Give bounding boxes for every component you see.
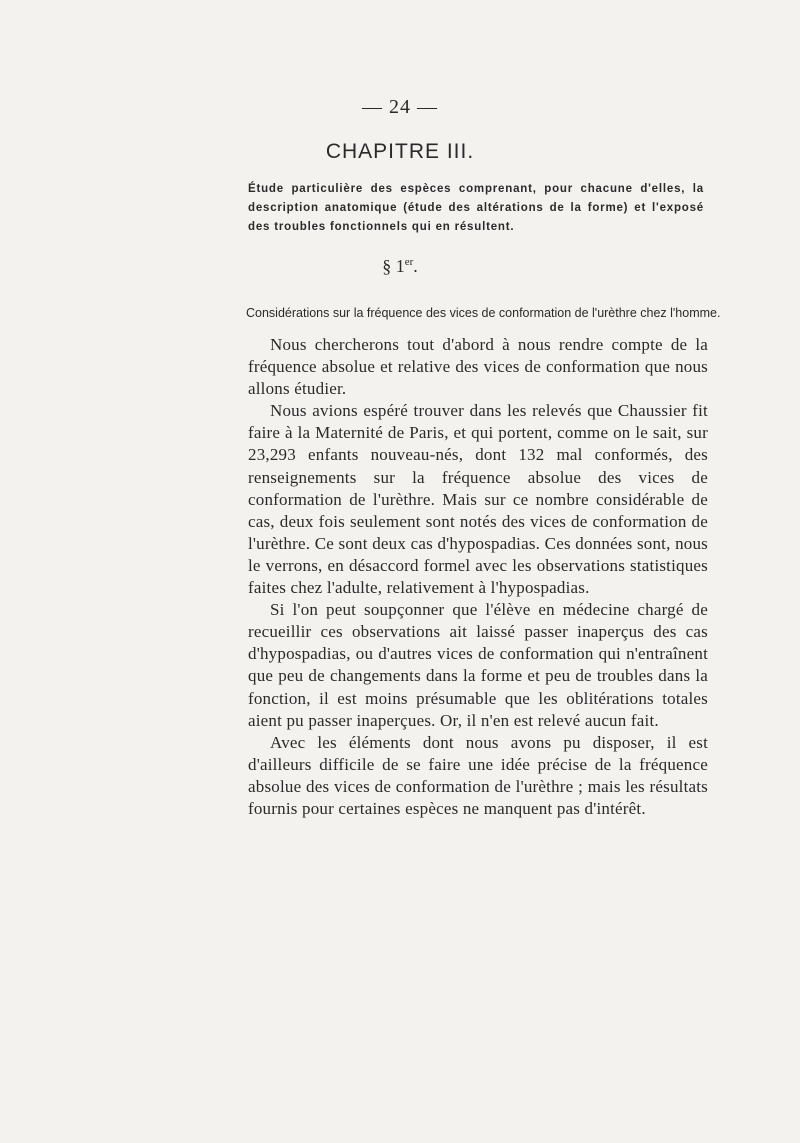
section-mark-end: . bbox=[413, 256, 418, 276]
paragraph-4: Avec les éléments dont nous avons pu disposer, il est d'ailleurs difficile de se faire une idée précise de la fréquence absolue des vices de conformation de l'urèthre ; mais les résultats fournis pour certaines espèces ne manquent pas d'intérêt. bbox=[248, 732, 708, 818]
section-subtitle: Considérations sur la fréquence des vices de conformation de l'urèthre chez l'homme. bbox=[246, 306, 721, 320]
chapter-title: CHAPITRE III. bbox=[325, 140, 475, 163]
paragraph-1: Nous chercherons tout d'abord à nous rendre compte de la fréquence absolue et relative des vices de conformation que nous allons étudier. bbox=[248, 335, 708, 399]
paragraph-2: Nous avions espéré trouver dans les relevés que Chaussier fit faire à la Maternité de Paris, et qui portent, comme on le sait, sur 23,293 enfants nouveau-nés, dont 132 mal conformés, des renseignements sur la fréquence absolue des vices de conformation de l'urèthre. Mais sur ce nombre considérable de cas, deux fois seulement sont notés des vices de conformation de l'urèthre. Ce sont deux cas d'hypospadias. Ces données sont, nous le verrons, en désaccord formel avec les observations statistiques faites chez l'adulte, relativement à l'hypospadias. bbox=[248, 401, 708, 598]
section-mark-symbol: § 1 bbox=[382, 256, 405, 276]
chapter-summary: Étude particulière des espèces comprenant, pour chacune d'elles, la description anatomique (étude des altérations de la forme) et l'exposé des troubles fonctionnels qui en résultent. bbox=[248, 183, 704, 233]
section-mark-superscript: er bbox=[404, 256, 414, 268]
section-mark bbox=[0, 256, 800, 277]
page-number: — 24 — bbox=[362, 96, 438, 118]
paragraph-3: Si l'on peut soupçonner que l'élève en médecine chargé de recueillir ces observations ait laissé passer inaperçus des cas d'hypospadias, ou d'autres vices de conformation qui n'entraînent que peu de changements dans la forme et peu de troubles dans la fonction, il est moins présumable que les oblitérations totales aient pu passer inaperçues. Or, il n'en est relevé aucun fait. bbox=[248, 600, 708, 730]
body-text bbox=[248, 334, 708, 820]
